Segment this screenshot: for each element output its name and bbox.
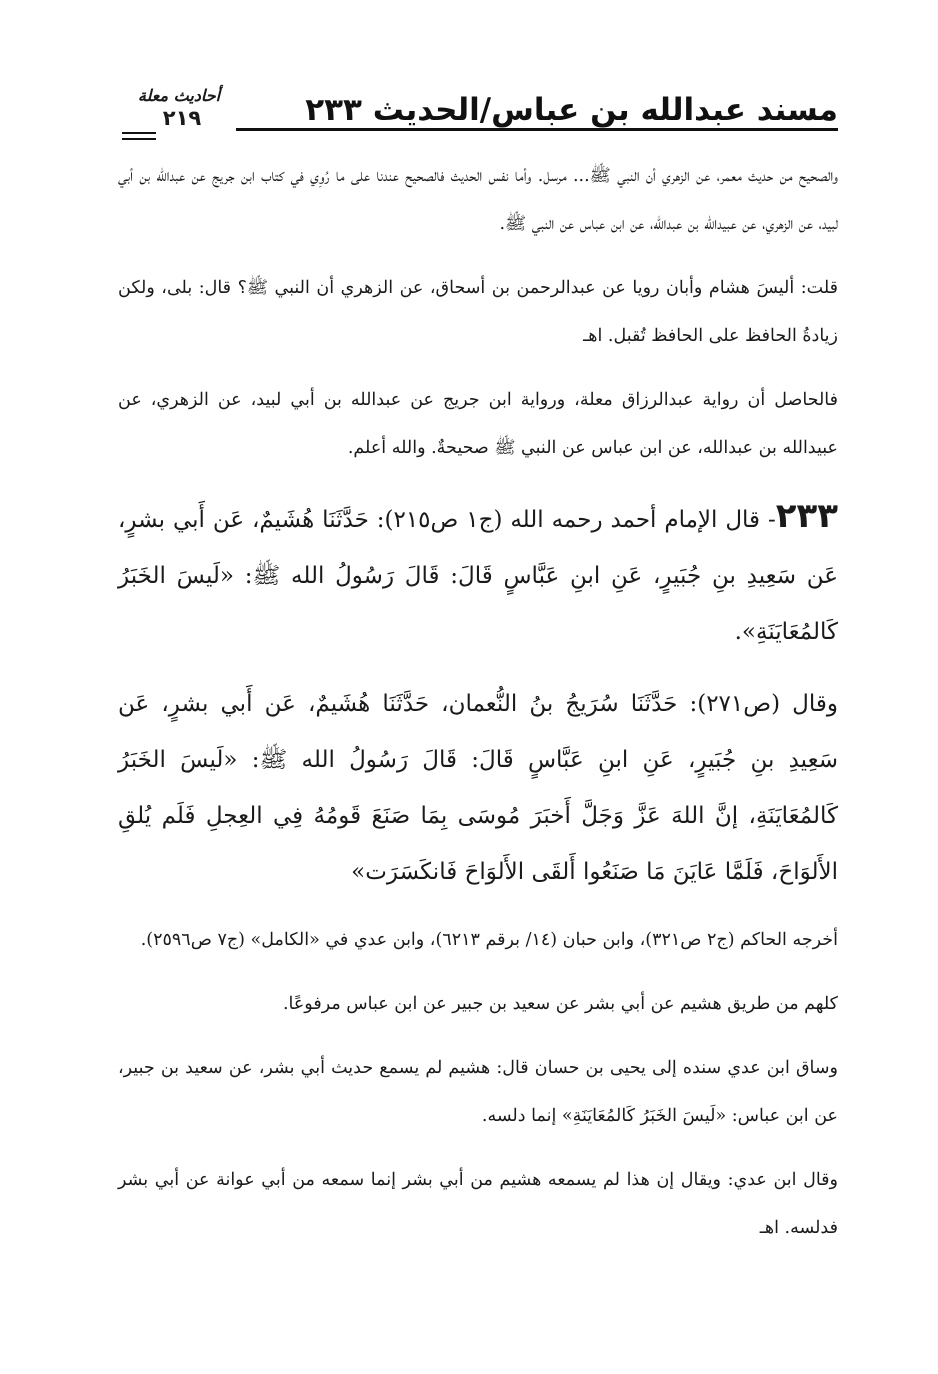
hadith-paragraph: وقال (ص٢٧١): حَدَّثَنَا سُرَيجُ بنُ النُّعمان، حَدَّثَنَا هُشَيمٌ، عَن أَبي بشرٍ، عَن سَعِيدِ بنِ جُبَيرٍ، عَنِ ابنِ عَبَّاسٍ قَالَ: قَالَ رَسُولُ الله ﷺ: «لَيسَ الخَبَرُ كَالمُعَايَنَةِ، إنَّ اللهَ عَزَّ وَجَلَّ أَخبَرَ مُوسَى بِمَا صَنَعَ قَومُهُ فِي العِجلِ فَلَم يُلقِ الأَلوَاحَ، فَلَمَّا عَايَنَ مَا صَنَعُوا أَلقَى الأَلوَاحَ فَانكَسَرَت» — [118, 691, 838, 885]
side-rule — [122, 132, 156, 134]
note-paragraph: كلهم من طريق هشيم عن أبي بشر عن سعيد بن جبير عن ابن عباس مرفوعًا. — [282, 994, 838, 1014]
book-title: أحاديث معلة — [137, 86, 221, 105]
header-rule — [236, 128, 838, 131]
paragraph: قلت: أليسَ هشام وأبان رويا عن عبدالرحمن بن أسحاق، عن الزهري أن النبي ﷺ؟ قال: بلى، ولكن زيادةُ الحافظ على الحافظ تُقبل. اهـ — [118, 278, 838, 346]
hadith-number: ٢٣٣ — [775, 496, 838, 536]
page-header — [118, 82, 838, 144]
paragraph: والصحيح من حديث معمر، عن الزهري أن النبي ﷺ... مرسل. وأما نفس الحديث فالصحيح عندنا على ما رُوِي في كتاب ابن جريج عن عبدالله بن أبي لبيد، عن الزهري، عن عبيدالله بن عبدالله، عن ابن عباس عن النبي ﷺ. — [118, 166, 838, 234]
header-side — [118, 82, 238, 144]
note-paragraph: وقال ابن عدي: ويقال إن هذا لم يسمعه هشيم من أبي بشر إنما سمعه من أبي عوانة عن أبي بشر فدلسه. اهـ — [118, 1170, 838, 1238]
side-rule — [122, 138, 156, 140]
page-number: ٢١٩ — [162, 106, 202, 130]
note-paragraph: وساق ابن عدي سنده إلى يحيى بن حسان قال: هشيم لم يسمع حديث أبي بشر، عن سعيد بن جبير، عن ابن عباس: «لَيسَ الخَبَرُ كَالمُعَايَنَةِ» إنما دلسه. — [118, 1058, 838, 1126]
page-content — [118, 152, 838, 1252]
hadith-text: - قال الإمام أحمد رحمه الله (ج١ ص٢١٥): حَدَّثَنَا هُشَيمٌ، عَن أَبي بشرٍ، عَن سَعِيدِ بنِ جُبَيرٍ، عَنِ ابنِ عَبَّاسٍ قَالَ: قَالَ رَسُولُ الله ﷺ: «لَيسَ الخَبَرُ كَالمُعَايَنَةِ». — [118, 507, 838, 645]
paragraph: فالحاصل أن رواية عبدالرزاق معلة، ورواية ابن جريج عن عبدالله بن أبي لبيد، عن الزهري، عن عبيدالله بن عبدالله، عن ابن عباس عن النبي ﷺ صحيحةٌ. والله أعلم. — [118, 390, 838, 458]
hadith-paragraph — [118, 488, 838, 660]
header-title: مسند عبدالله بن عباس/الحديث ٢٣٣ — [305, 92, 838, 128]
note-paragraph: أخرجه الحاكم (ج٢ ص٣٢١)، وابن حبان (١٤/ برقم ٦٢١٣)، وابن عدي في «الكامل» (ج٧ ص٢٥٩٦). — [140, 930, 838, 950]
